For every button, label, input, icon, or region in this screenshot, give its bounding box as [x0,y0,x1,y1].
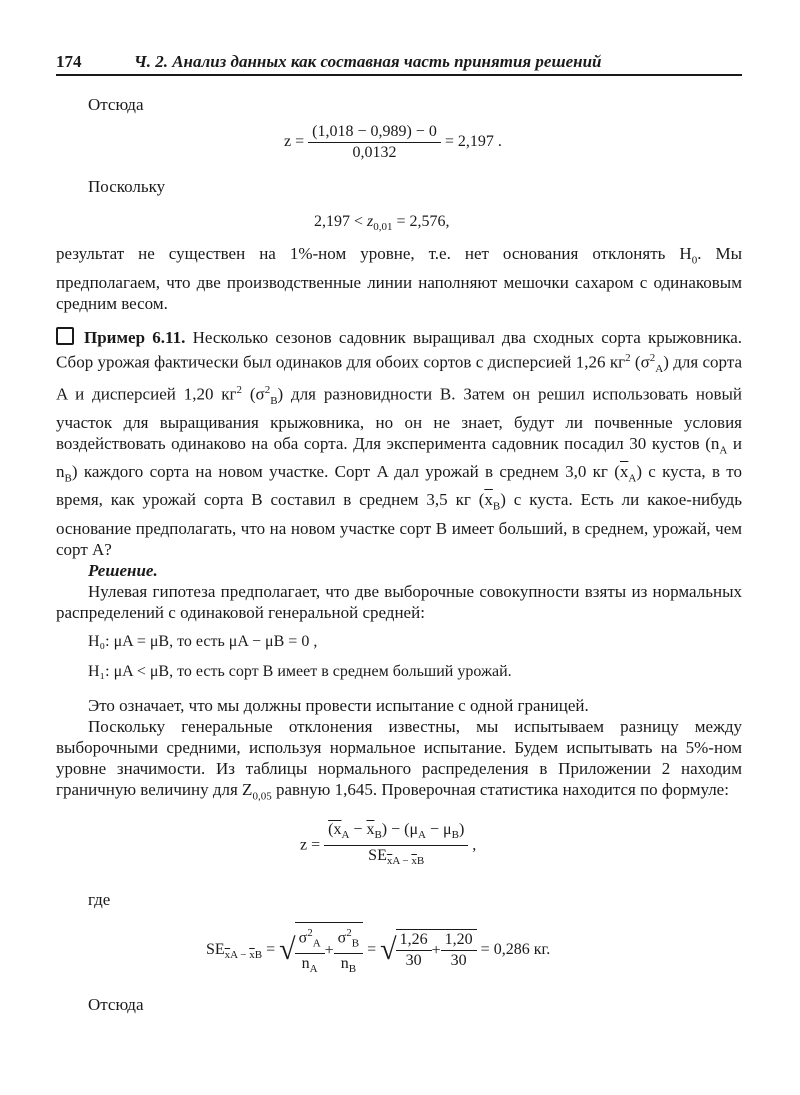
formula-z2: z = $\frac{(x_A - \overline{x}_B) - (\mu_A - \mu_B)}{SE_{\overline{x}A - \overline{x}B}}$ , [300,821,477,868]
gde: где [88,889,111,909]
example-label: Пример 6.11. [84,327,186,347]
page [56,52,742,1015]
z1-result: = 2,197 . [444,133,502,151]
running-header [56,52,742,76]
h0-line: H₀: μA = μB, то есть μA − μB = 0 , [88,632,318,650]
formula-se: $SE_{\overline{x}A - \overline{x}B}$ = √ $\frac{\sigma^2_A}{n_A}$ + $\frac{\sigma^2_B}{n_B}$ = √ $\frac{1,26}{30}$ + $\frac{1,20}{30}$ = 0,286 кг. [56,922,742,979]
formula-inequality: $2,197 < z_{0,01} = 2,576$, [314,213,450,234]
h1-line: H₁: μA < μB, то есть сорт B имеет в среднем больший урожай. [88,662,512,680]
example-paragraph: Пример 6.11. Несколько сезонов садовник выращивал два сходных сорта крыжовника. Сбор урожая фактически был одинаков для обоих сортов с дисперсией 1,26 $кг^2$ $(\sigma^2_A)$ для сорта A и дисперсией 1,20 $кг^2$ $(\sigma^2_B)$ для разновидности B. Затем он решил использовать новый участок для выращивания крыжовника, но он не знает, будут ли почвенные условия воздействовать одинаково на оба сорта. Для эксперимента садовник посадил 30 кустов ($n_A$ и $n_B$) каждого сорта на новом участке. Сорт A дал урожай в среднем 3,0 кг $(\overline{x}_A)$ с куста, в то время, как урожай сорта B составил в среднем 3,5 кг $(\overline{x}_B)$ с куста. Есть ли какое-нибудь основание предполагать, что на новом участке сорт B имеет больший, в среднем, урожай, чем сорт A? [56,327,742,559]
null-hypothesis-paragraph: Нулевая гипотеза предполагает, что две выборочные совокупности взяты из нормальных распределений с одинаковой генеральной средней: [56,581,742,622]
since-paragraph: Поскольку генеральные отклонения известны, мы испытываем разницу между выборочными средними, используя нормальное испытание. Будем испытывать на 5%-ном уровне значимости. Из таблицы нормального распределения в Приложении 2 находим граничную величину для $Z_{0,05}$ равную 1,645. Проверочная статистика находится по формуле: [56,716,742,803]
result-paragraph: результат не существен на 1%-ном уровне, т.е. нет основания отклонять $H_0$. Мы предполагаем, что две производственные линии наполняют мешочки сахаром с одинаковым средним весом. [56,244,742,313]
solution-label: Решение. [88,560,158,580]
chapter-title: Ч. 2. Анализ данных как составная часть принятия решений [134,52,602,71]
example-box-icon [56,327,74,345]
meaning-paragraph: Это означает, что мы должны провести испытание с одной границей. [88,695,589,715]
otsyuda-2: Отсюда [88,995,144,1015]
poskolku: Поскольку [88,177,166,196]
page-number: 174 [56,52,82,71]
z1-numerator: (1,018 − 0,989) − 0 [308,123,441,143]
formula-z1: z = $\frac{(1,018 - 0,989) - 0}{0,0132}$ = 2,197 . [284,123,502,161]
se-result: = 0,286 кг. [480,940,551,958]
z1-denominator: 0,0132 [352,144,397,161]
otsyuda-1: Отсюда [88,95,144,114]
